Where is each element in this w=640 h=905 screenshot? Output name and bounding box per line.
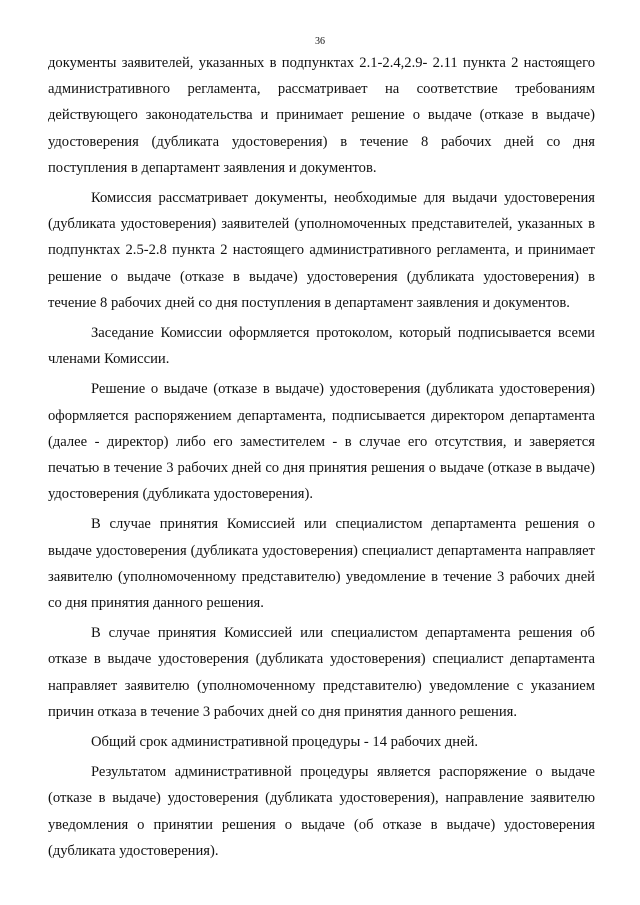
paragraph-refusal-notice: В случае принятия Комиссией или специалистом департамента решения об отказе в выдаче удостоверения (дубликата удостоверения) специалист департамента направляет заявителю (уполномоченному представителю) уведомление с указанием причин отказа в течение 3 рабочих дней со дня принятия данного решения. (48, 625, 595, 720)
paragraph-decision-order: Решение о выдаче (отказе в выдаче) удостоверения (дубликата удостоверения) оформляется распоряжением департамента, подписывается директором департамента (далее - директор) либо его заместителем - в случае его отсутствия, и заверяется печатью в течение 3 рабочих дней со дня принятия решения о выдаче (отказе в выдаче) удостоверения (дубликата удостоверения). (48, 381, 595, 503)
document-body (48, 50, 595, 868)
paragraph-commission-meeting: Заседание Комиссии оформляется протоколом, который подписывается всеми членами Комиссии. (48, 325, 595, 368)
paragraph-total-term: Общий срок административной процедуры - 14 рабочих дней. (91, 734, 479, 751)
paragraph-issue-notice: В случае принятия Комиссией или специалистом департамента решения о выдаче удостоверения (дубликата удостоверения) специалист департамента направляет заявителю (уполномоченному представителю) уведомление в течение 3 рабочих дней со дня принятия данного решения. (48, 516, 595, 612)
page-number: 36 (315, 36, 325, 47)
paragraph-commission-review: Комиссия рассматривает документы, необходимые для выдачи удостоверения (дубликата удостоверения) заявителей (уполномоченных представителей, указанных в подпунктах 2.5-2.8 пункта 2 настоящего административного регламента, и принимает решение о выдаче (отказе в выдаче) удостоверения (дубликата удостоверения) в течение 8 рабочих дней со дня поступления в департамент заявления и документов. (48, 190, 595, 311)
paragraph-continuation: документы заявителей, указанных в подпунктах 2.1-2.4,2.9- 2.11 пункта 2 настоящего административного регламента, рассматривает на соответствие требованиям действующего законодательства и принимает решение о выдаче (отказе в выдаче) удостоверения (дубликата удостоверения) в течение 8 рабочих дней со дня поступления в департамент заявления и документов. (48, 55, 595, 176)
paragraph-procedure-result: Результатом административной процедуры является распоряжение о выдаче (отказе в выдаче) удостоверения (дубликата удостоверения), направление заявителю уведомления о принятии решения о выдаче (об отказе в выдаче) удостоверения (дубликата удостоверения). (48, 764, 595, 859)
